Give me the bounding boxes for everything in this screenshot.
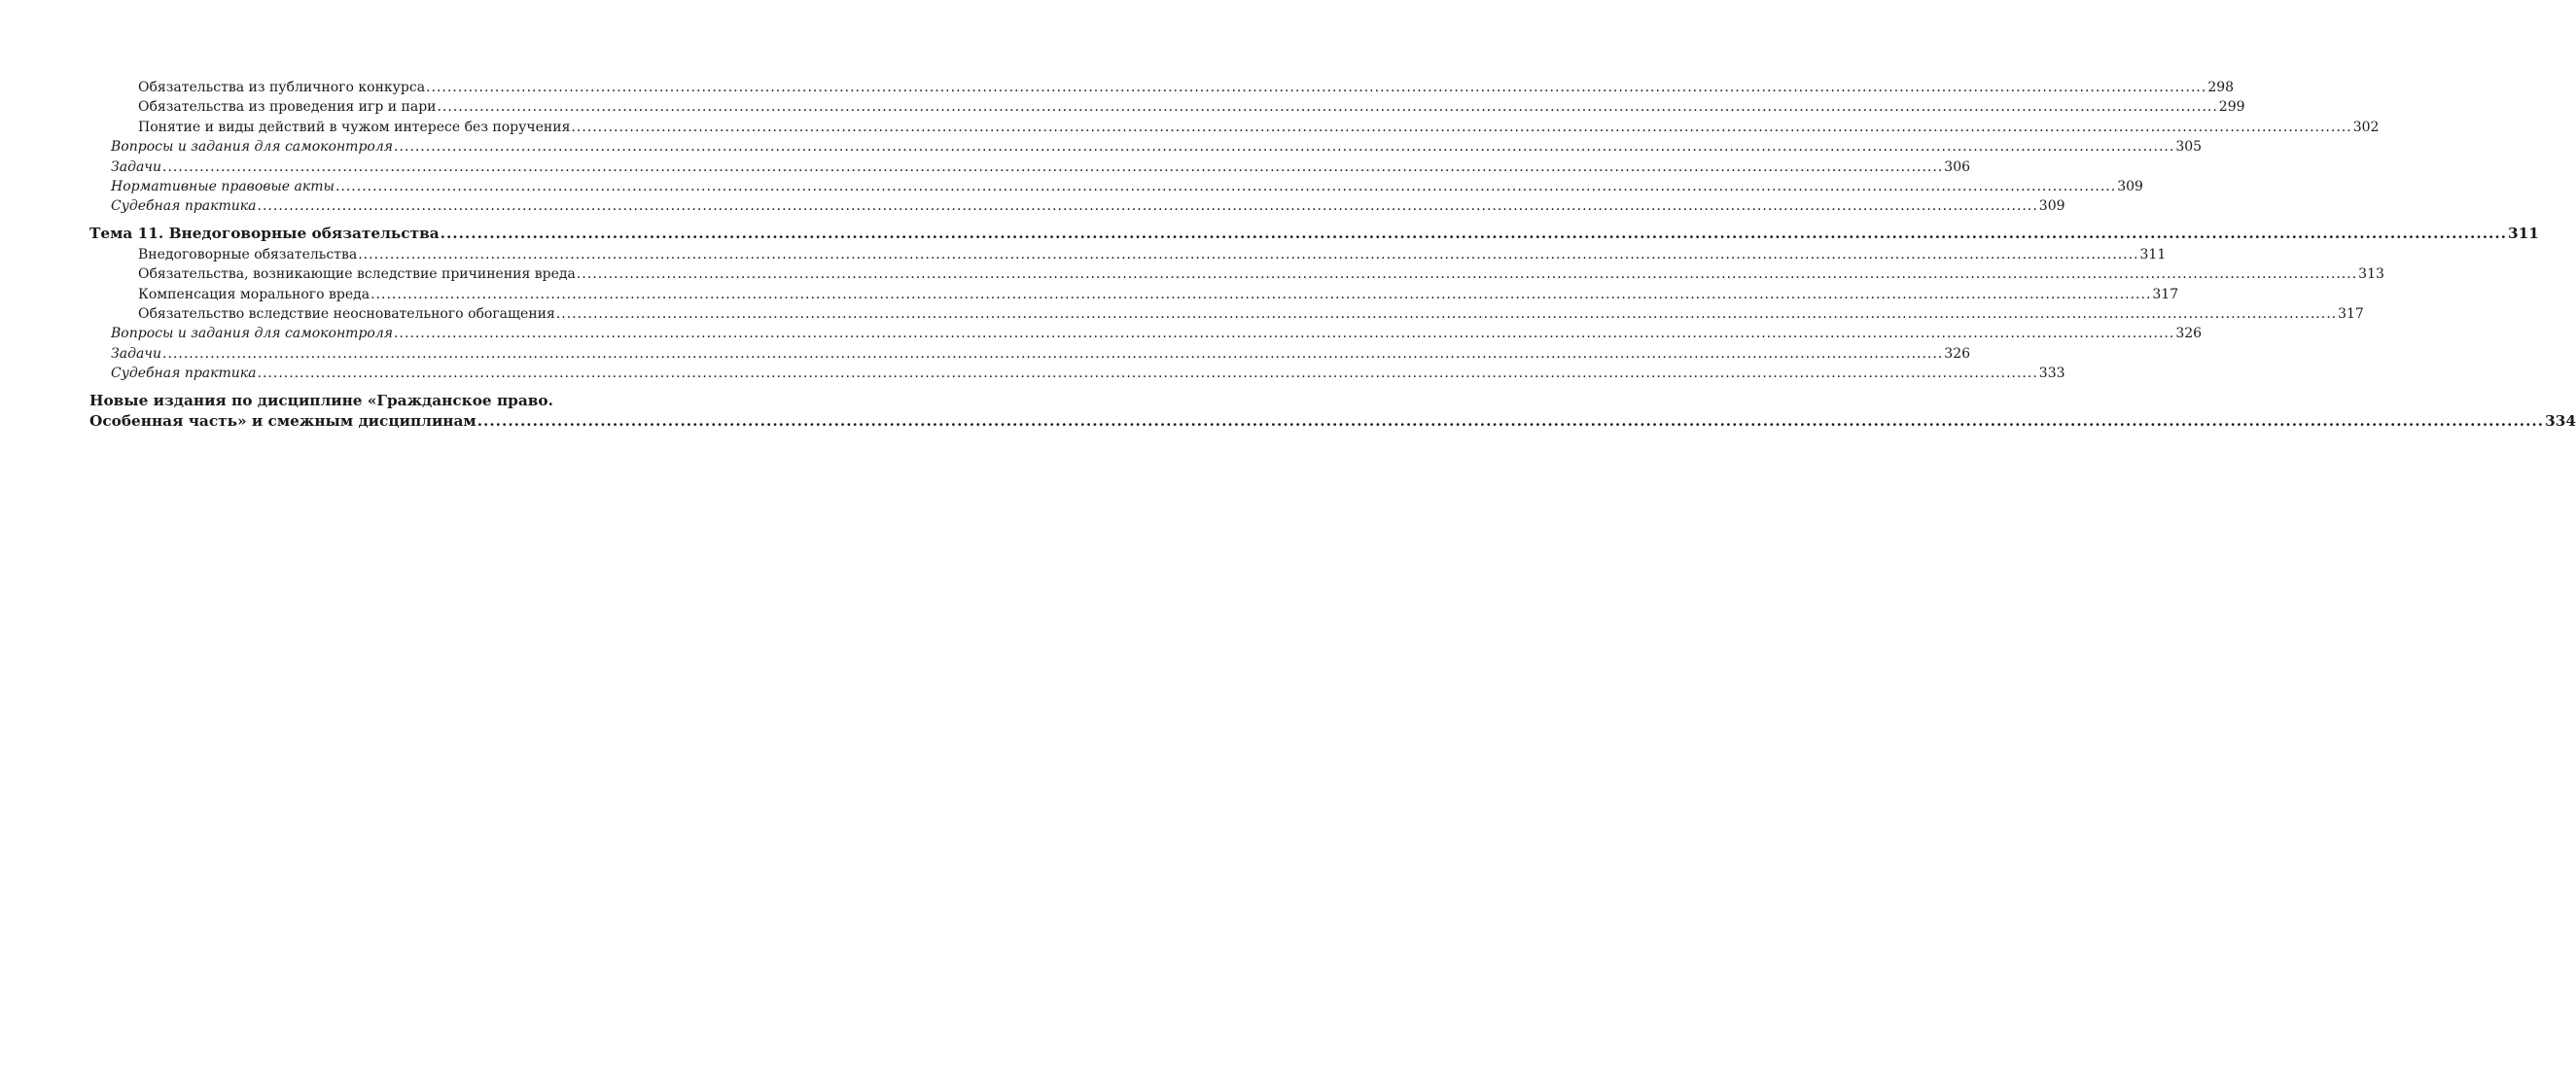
- toc-entry-case-law[interactable]: [89, 196, 2065, 216]
- toc-new-editions[interactable]: [89, 391, 2576, 432]
- toc-entry-public-contest[interactable]: [89, 78, 2235, 97]
- toc-entry-page: 317: [2152, 286, 2179, 302]
- toc-entry-title: Обязательства, возникающие вследствие причинения вреда: [138, 266, 576, 283]
- toc-entry-page: 305: [2175, 139, 2203, 156]
- dot-leader: [571, 118, 2351, 137]
- toc-entry-page: 306: [1944, 158, 1971, 175]
- toc-entry-title: Судебная практика: [111, 198, 257, 215]
- toc-topic-page: 311: [2508, 224, 2539, 242]
- dot-leader: [426, 78, 2206, 97]
- dot-leader: [556, 304, 2337, 324]
- toc-entry-page: 311: [2139, 246, 2167, 262]
- toc-entry-title: Понятие и виды действий в чужом интересе без поручения: [138, 119, 571, 135]
- toc-topic-title: Тема 11. Внедоговорные обязательства: [89, 224, 440, 242]
- dot-leader: [477, 411, 2544, 432]
- dot-leader: [577, 264, 2357, 284]
- toc-entry-page: 298: [2207, 80, 2235, 95]
- toc-entry-title: Обязательства из проведения игр и пари: [138, 99, 437, 116]
- toc-entry-title: Обязательство вследствие неосновательного обогащения: [138, 306, 555, 323]
- dot-leader: [258, 196, 2038, 216]
- toc-entry-moral-damage[interactable]: [89, 285, 2179, 304]
- toc-entry-actions-others-interest[interactable]: [89, 118, 2380, 137]
- toc-entry-case-law[interactable]: [89, 364, 2065, 383]
- toc-entry-self-check-questions[interactable]: [89, 324, 2203, 343]
- toc-entry-title: Задачи: [111, 158, 162, 175]
- toc-new-editions-line2: Особенная часть» и смежным дисциплинам: [89, 411, 476, 430]
- dot-leader: [162, 157, 1943, 177]
- toc-entry-title: Судебная практика: [111, 366, 257, 382]
- toc-entry-page: 333: [2038, 366, 2065, 382]
- toc-entry-page: 309: [2038, 198, 2065, 215]
- toc-entry-self-check-questions[interactable]: [89, 137, 2203, 157]
- toc-new-editions-line2-row: [89, 411, 2576, 432]
- dot-leader: [371, 285, 2151, 304]
- toc-entry-page: 313: [2358, 266, 2384, 283]
- dot-leader: [335, 177, 2116, 196]
- toc-entry-unjust-enrichment[interactable]: [89, 304, 2364, 324]
- toc-entry-title: Задачи: [111, 345, 162, 362]
- dot-leader: [162, 344, 1943, 364]
- dot-leader: [258, 364, 2038, 383]
- toc-entry-title: Компенсация морального вреда: [138, 286, 371, 302]
- toc-topic-11[interactable]: [89, 224, 2539, 244]
- toc-entry-non-contractual[interactable]: [89, 245, 2167, 264]
- toc-entry-title: Вопросы и задания для самоконтроля: [111, 139, 394, 156]
- toc-entry-title: Обязательства из публичного конкурса: [138, 80, 426, 95]
- toc-entry-tasks[interactable]: [89, 344, 1971, 364]
- dot-leader: [394, 137, 2174, 157]
- dot-leader: [438, 97, 2218, 117]
- toc-entry-normative-acts[interactable]: [89, 177, 2143, 196]
- toc-entry-title: Внедоговорные обязательства: [138, 246, 358, 262]
- toc-entry-page: 326: [1944, 345, 1971, 362]
- toc-new-editions-line1: Новые издания по дисциплине «Гражданское право.: [89, 391, 553, 409]
- toc-entry-page: 309: [2117, 179, 2143, 195]
- toc-entry-page: 317: [2338, 306, 2364, 323]
- toc-entry-tasks[interactable]: [89, 157, 1971, 177]
- dot-leader: [358, 245, 2138, 264]
- dot-leader: [441, 224, 2507, 244]
- toc-entry-title: Нормативные правовые акты: [111, 179, 335, 195]
- toc-entry-page: 299: [2218, 99, 2245, 116]
- toc-entry-page: 326: [2175, 326, 2203, 342]
- table-of-contents: [89, 78, 2576, 432]
- dot-leader: [394, 324, 2174, 343]
- toc-entry-harm-obligations[interactable]: [89, 264, 2384, 284]
- toc-entry-page: 302: [2352, 119, 2380, 135]
- toc-entry-games-bets[interactable]: [89, 97, 2245, 117]
- toc-entry-title: Вопросы и задания для самоконтроля: [111, 326, 394, 342]
- toc-new-editions-page: 334: [2545, 411, 2576, 430]
